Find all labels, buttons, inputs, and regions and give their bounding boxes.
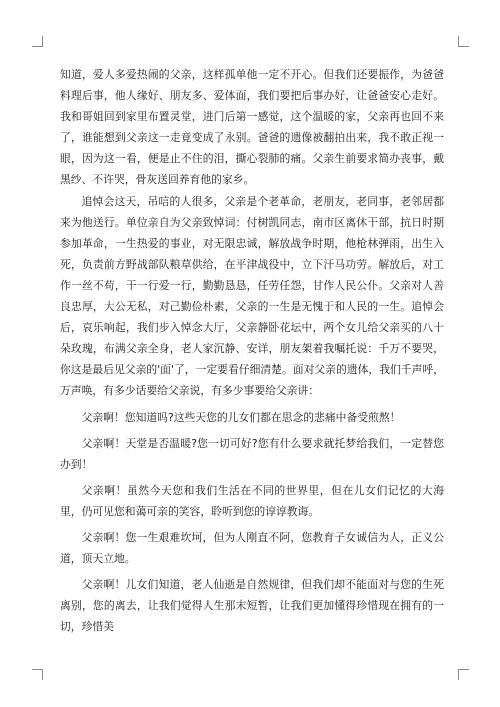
paragraph-3: 父亲啊！您知道吗?这些天您的儿女们都在思念的悲痛中备受煎熬！ xyxy=(81,410,401,424)
paragraph-1: 知道，爱人多爱热闹的父亲，这样孤单他一定不开心。但我们还要振作，为爸爸料理后事，他人缘好、朋友多、爱体面，我们要把后事办好，让爸爸安心走好。我和哥姐回到家里布置灵堂，进门后第一感觉，这个温暖的家，父亲再也回不来了，谁能想到父亲这一走竟变成了永别。爸爸的遗像被翻拍出来，我不敢正视一眼，因为这一看，便是止不住的泪，撕心裂肺的痛。父亲生前要求简办丧事，戴黑纱、不许哭，骨灰送回养育他的家乡。 xyxy=(60,68,444,187)
crop-mark-bottom-left xyxy=(32,669,43,680)
crop-mark-top-right xyxy=(458,36,469,47)
document-body xyxy=(60,64,444,637)
paragraph-2: 追悼会这天，吊唁的人很多，父亲是个老革命，老朋友，老同事，老邻居都来为他送行。单位亲自为父亲致悼词：付树凯同志，南市区离休干部，抗日时期参加革命，一生热爱的事业，对无限忠诚，解放战争时期，他枪林弹雨，出生入死，负责前方野战部队粮草供给，在平津战役中，立下汗马功劳。解放后，对工作一丝不苟，干一行爱一行，勤勤恳恳，任劳任怨，甘作人民公仆。父亲对人善良忠厚，大公无私，对己勤俭朴素，父亲的一生是无愧于和人民的一生。追悼会后，哀乐响起，我们步入悼念大厅，父亲静卧花坛中，两个女儿给父亲买的八十朵玫瑰，布满父亲全身，老人家沉静、安详，朋友架着我嘱托说：千万不要哭，你这是最后见父亲的'面'了，一定要看仔细清楚。面对父亲的遗体，我们千声呼，万声唤，有多少话要给父亲说，有多少事要给父亲讲： xyxy=(60,194,444,398)
paragraph-7: 父亲啊！儿女们知道，老人仙逝是自然规律，但我们却不能面对与您的生死离别，您的离去，让我们觉得人生那末短暂，让我们更加懂得珍惜现在拥有的一切，珍惜美 xyxy=(60,578,444,634)
paragraph-4: 父亲啊！天堂是否温暖?您一切可好?您有什么要求就托梦给我们，一定替您办到！ xyxy=(60,436,444,471)
crop-mark-top-left xyxy=(32,36,43,47)
paragraph-6: 父亲啊！您一生艰难坎坷，但为人刚直不阿，您教育子女诚信为人，正义公道，顶天立地。 xyxy=(60,530,444,566)
crop-mark-bottom-right xyxy=(458,669,469,680)
paragraph-5: 父亲啊！虽然今天您和我们生活在不同的世界里，但在儿女们记忆的大海里，仍可见您和蔼可亲的笑容，聆听到您的谆谆教诲。 xyxy=(60,483,444,518)
